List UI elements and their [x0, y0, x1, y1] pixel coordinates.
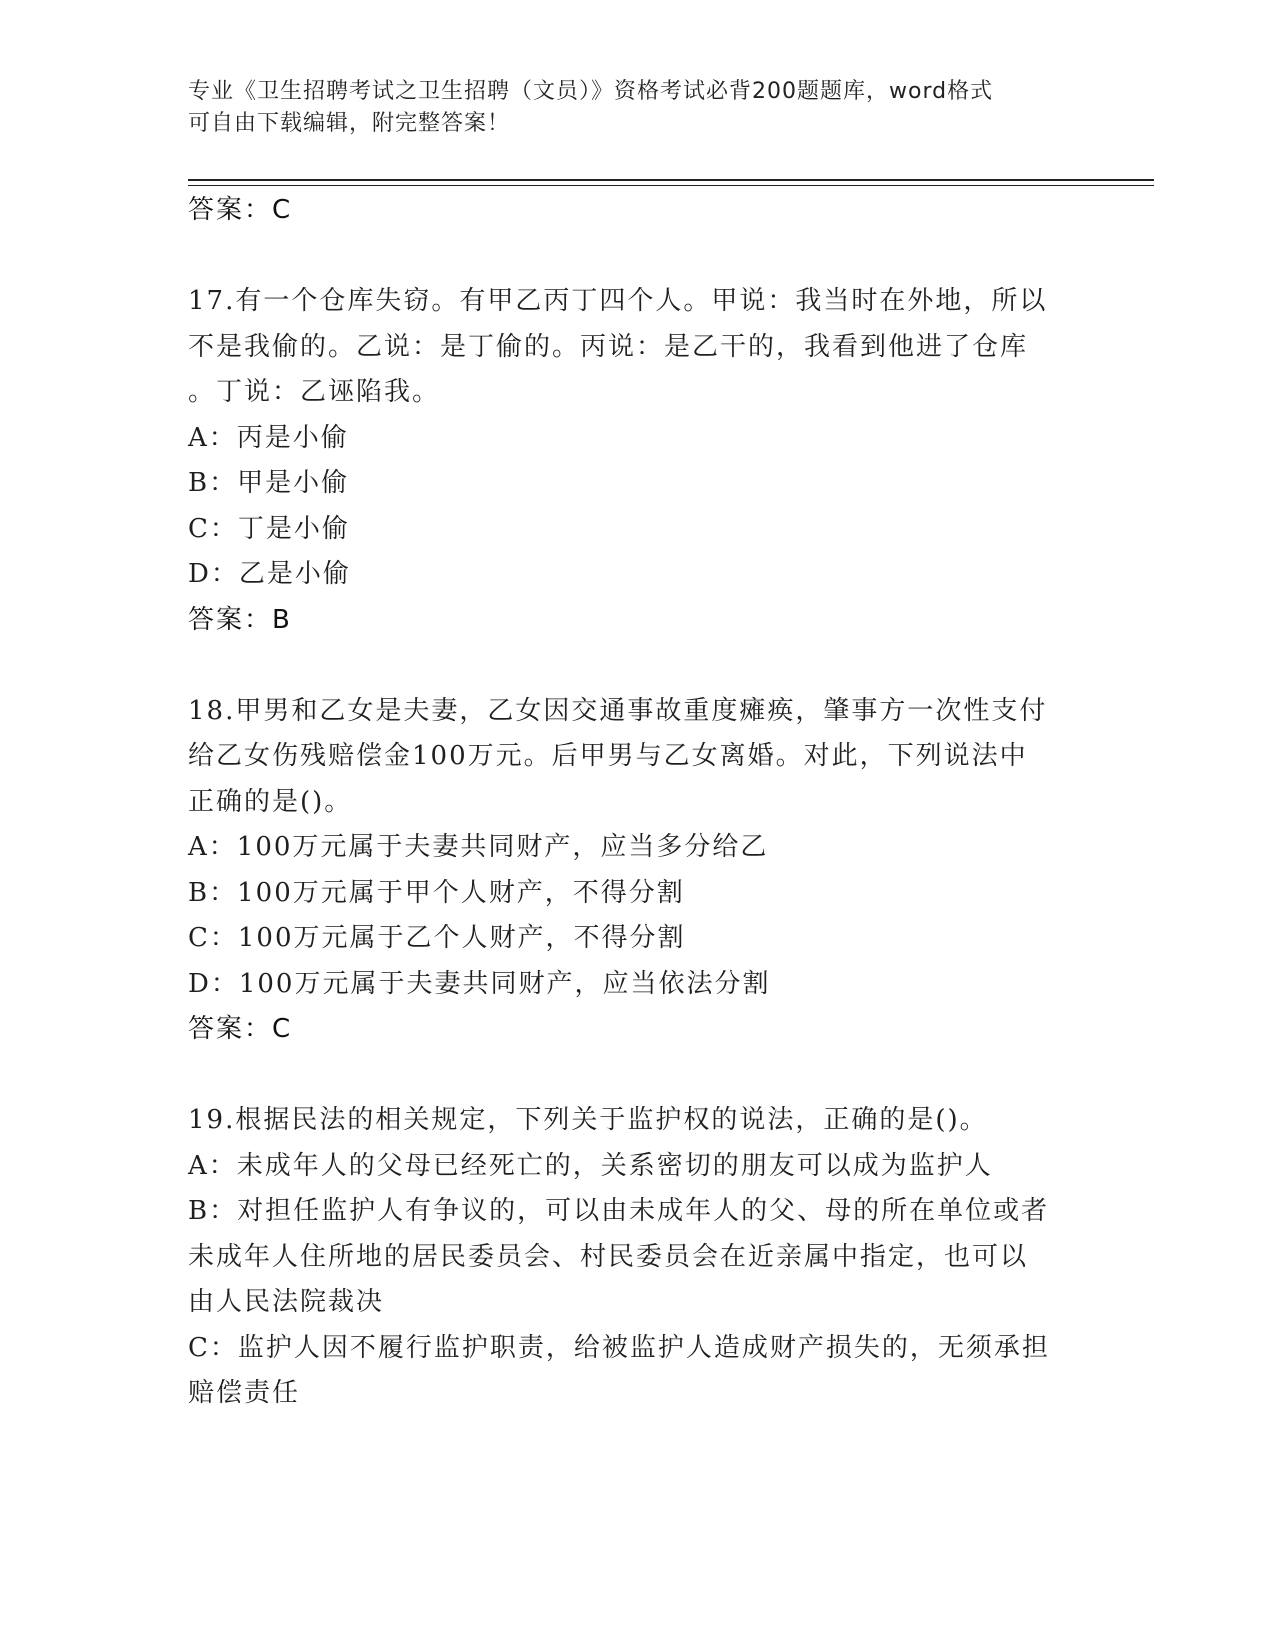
q19-option-b: B：对担任监护人有争议的，可以由未成年人的父、母的所在单位或者: [188, 1196, 1050, 1226]
q17-option-b: B：甲是小偷: [188, 468, 350, 498]
q17-stem-line: 。丁说：乙诬陷我。: [188, 377, 441, 407]
question-19: [188, 1098, 1088, 1417]
q18-stem-line: 给乙女伤残赔偿金100万元。后甲男与乙女离婚。对此，下列说法中: [188, 741, 1028, 771]
q17-option-c: C：丁是小偷: [188, 513, 350, 544]
header-divider-thick: [188, 179, 1154, 181]
header-title-line-2: 可自由下载编辑，附完整答案！: [188, 111, 511, 136]
q18-stem-line: 18.甲男和乙女是夫妻，乙女因交通事故重度瘫痪，肇事方一次性支付: [188, 695, 1048, 726]
q19-option-c-cont: 赔偿责任: [188, 1378, 301, 1408]
q19-option-a: A：未成年人的父母已经死亡的，关系密切的朋友可以成为监护人: [188, 1150, 993, 1181]
q18-option-a: A：100万元属于夫妻共同财产，应当多分给乙: [188, 832, 769, 862]
q17-answer: 答案：B: [188, 604, 292, 635]
spacer: [188, 643, 1088, 689]
q18-answer: 答案：C: [188, 1014, 293, 1044]
q16-answer: 答案：C: [188, 195, 293, 225]
q17-stem-line: 不是我偷的。乙说：是丁偷的。丙说：是乙干的，我看到他进了仓库: [188, 331, 1029, 362]
question-17: [188, 279, 1088, 643]
q18-option-b: B：100万元属于甲个人财产，不得分割: [188, 877, 685, 908]
q19-stem-line: 19.根据民法的相关规定，下列关于监护权的说法，正确的是()。: [188, 1105, 988, 1135]
q19-option-b-cont: 未成年人住所地的居民委员会、村民委员会在近亲属中指定，也可以: [188, 1241, 1029, 1272]
spacer: [188, 1053, 1088, 1099]
q18-option-d: D：100万元属于夫妻共同财产，应当依法分割: [188, 968, 771, 999]
q18-stem-line: 正确的是()。: [188, 786, 353, 817]
q19-option-c: C：监护人因不履行监护职责，给被监护人造成财产损失的，无须承担: [188, 1332, 1050, 1363]
header-divider-thin: [188, 185, 1154, 186]
q17-option-a: A：丙是小偷: [188, 422, 349, 453]
q18-option-c: C：100万元属于乙个人财产，不得分割: [188, 923, 686, 953]
q17-option-d: D：乙是小偷: [188, 559, 351, 589]
q17-stem-line: 17.有一个仓库失窃。有甲乙丙丁四个人。甲说：我当时在外地，所以: [188, 286, 1048, 316]
spacer: [188, 234, 1088, 280]
question-18: [188, 689, 1088, 1053]
question-content: [188, 188, 1088, 1417]
q19-option-b-cont: 由人民法院裁决: [188, 1287, 385, 1317]
page-header: [188, 76, 1068, 140]
header-title-line-1: 专业《卫生招聘考试之卫生招聘（文员）》资格考试必背200题题库，word格式: [188, 79, 994, 104]
